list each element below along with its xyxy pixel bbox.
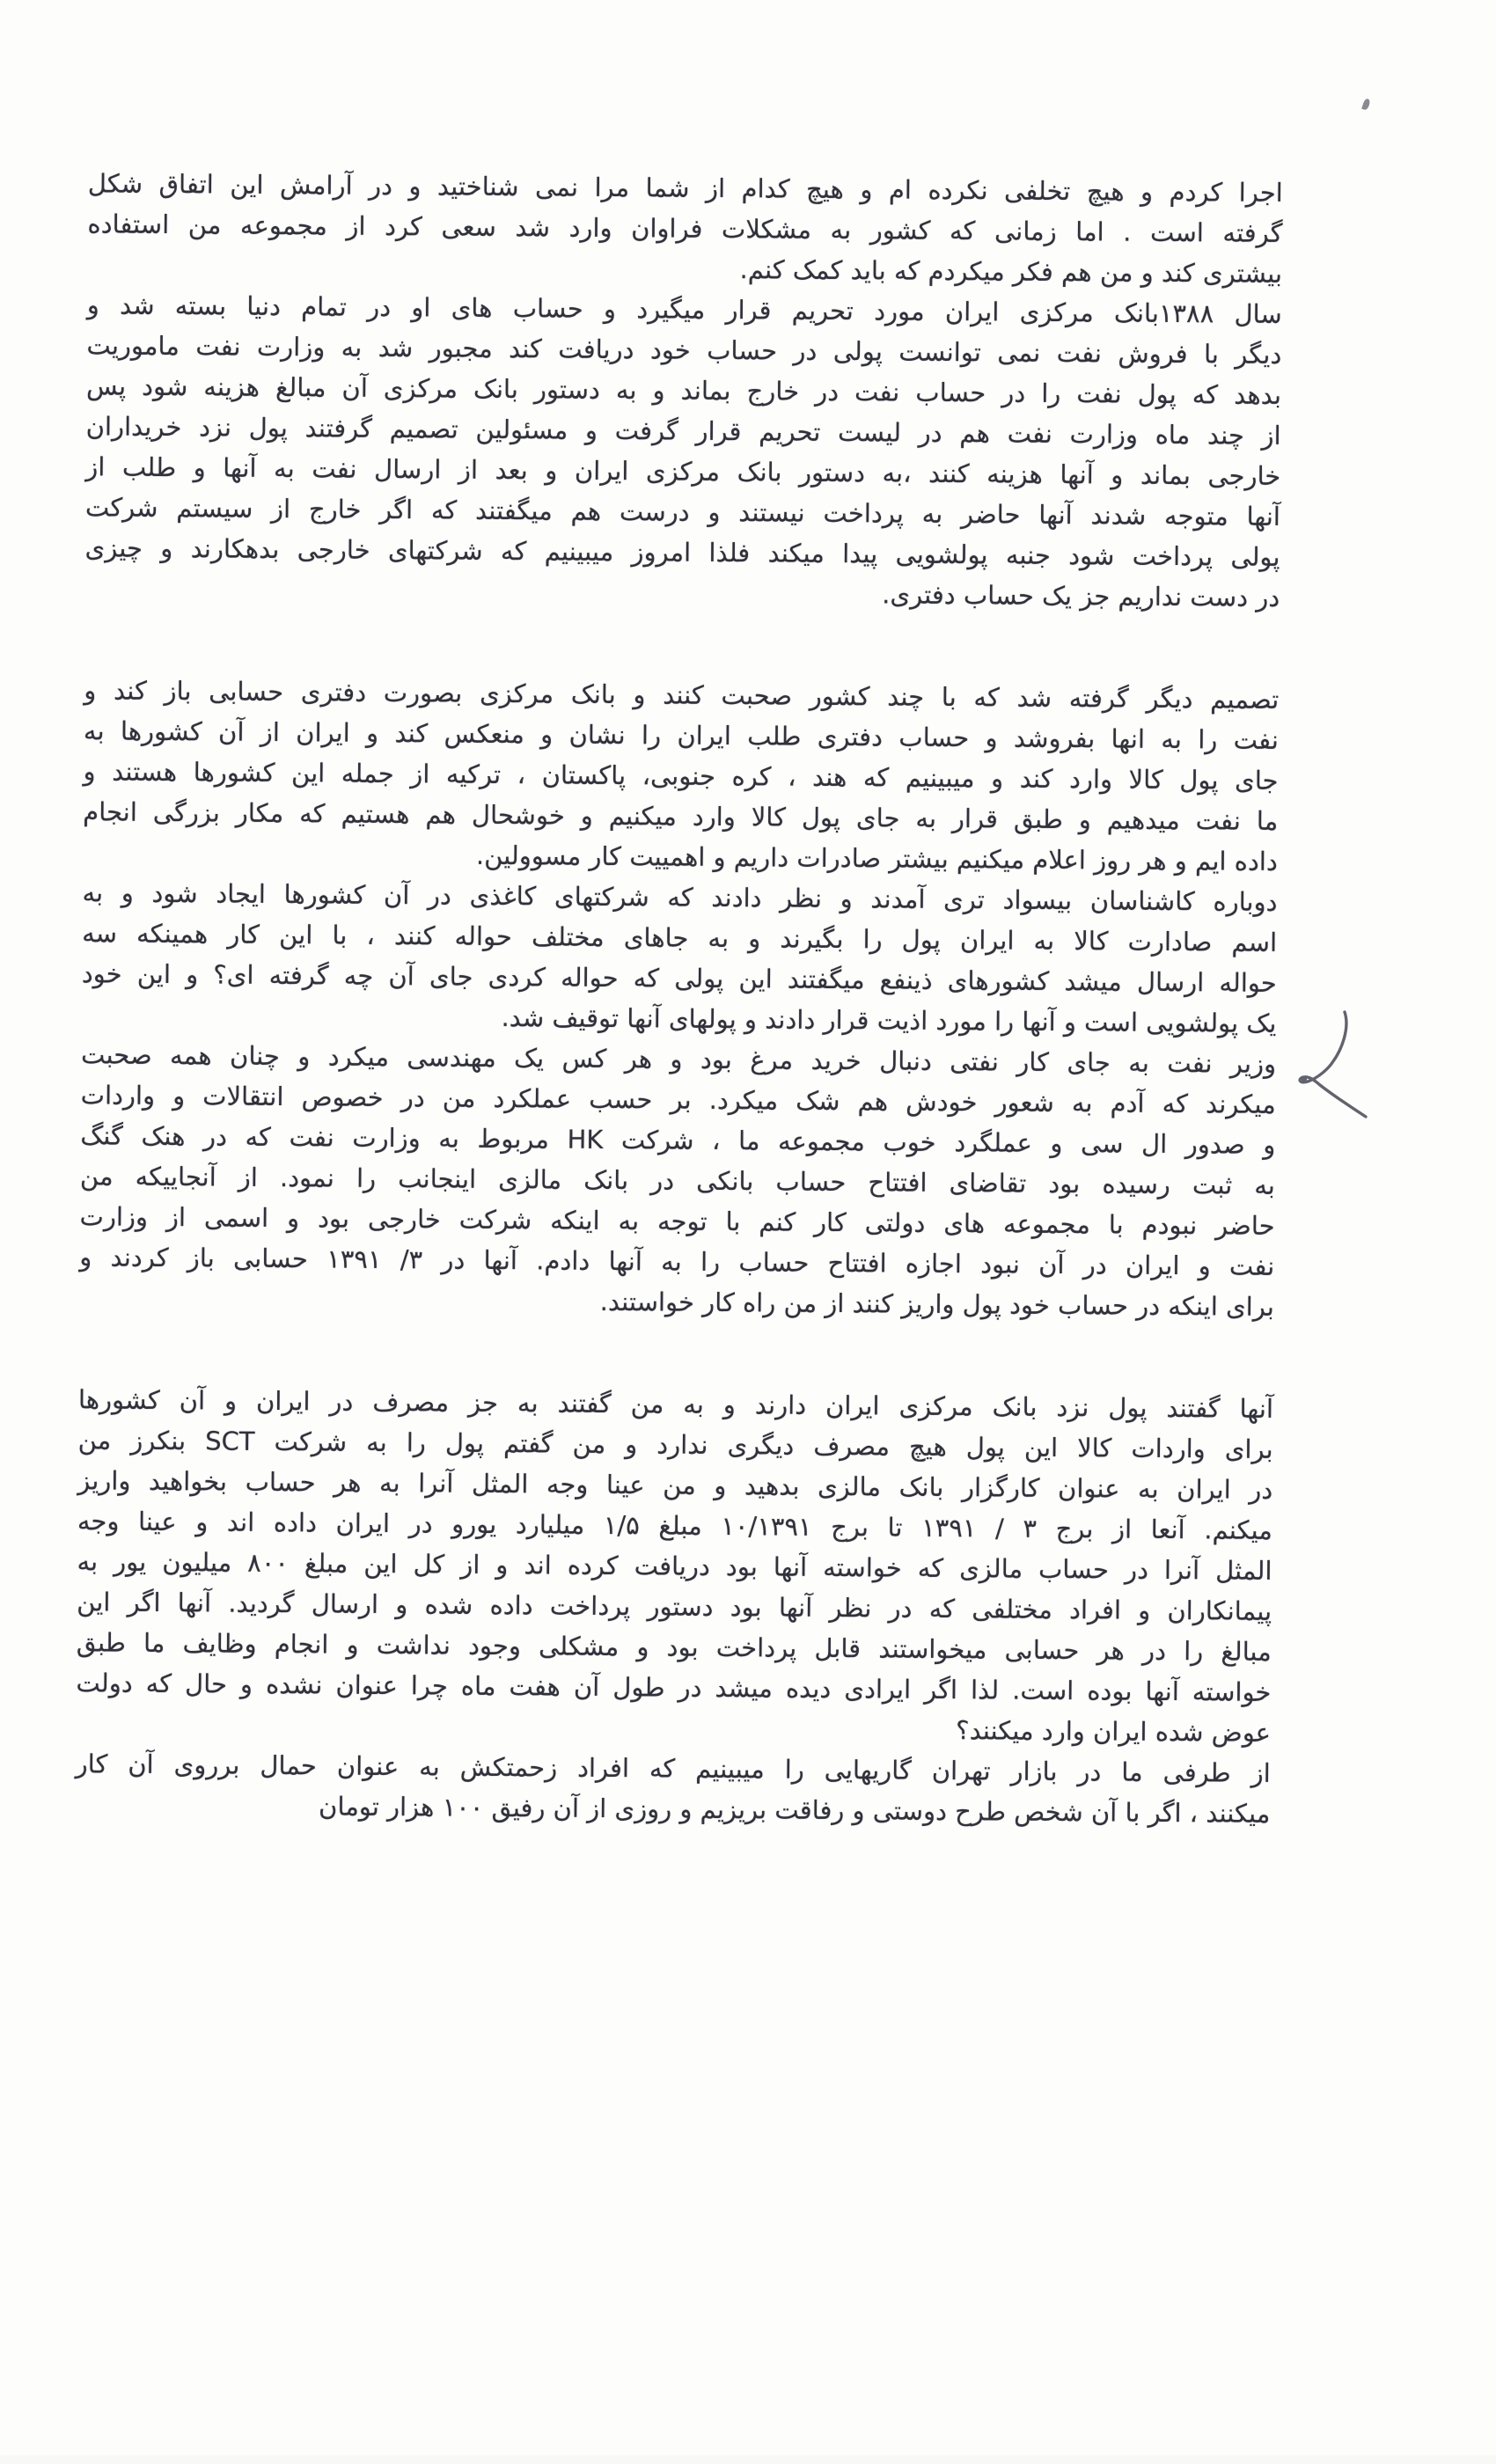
paragraph-block-2 bbox=[79, 670, 1280, 1327]
text-line: از طرفی ما در بازار تهران گاریهایی را میبینیم که افراد زحمتکش به عنوان حمال برروی آن کار bbox=[75, 1749, 1271, 1788]
text-line: دوباره کاشناسان بیسواد تری آمدند و نظر دادند که شرکتهای کاغذی در آن کشورها ایجاد شود و به bbox=[82, 877, 1278, 917]
text-line: اسم صادارت کالا به ایران پول را بگیرند و به جاهای مختلف حواله کنند ، با این کار همینکه سه bbox=[82, 918, 1278, 957]
text-line: آنها متوجه شدند آنها حاضر به پرداخت نیستند و درست هم میگفتند که اگر خارج از سیستم شرکت bbox=[84, 492, 1281, 532]
text-line: حاضر نبودم با مجموعه های دولتی کار کنم با توجه به اینکه شرکت خارجی بود و اسمی از وزارت bbox=[79, 1201, 1275, 1241]
text-line: عوض شده ایران وارد میکنند؟ bbox=[956, 1715, 1272, 1748]
text-line: المثل آنرا در حساب مالزی که خواسته آنها بود دریافت کرده اند و از کل این مبلغ ۸۰۰ میلیون یور به bbox=[77, 1546, 1272, 1586]
paragraph-block-3 bbox=[75, 1379, 1273, 1834]
text-line: نفت و ایران در آن نبود اجازه افتتاح حساب را به آنها دادم. آنها در ۳/ ۱۳۹۱ حسابی باز کردند و bbox=[79, 1242, 1275, 1281]
text-line: دیگر با فروش نفت نمی توانست پولی در حساب خود دریافت کند مجبور شد به وزارت نفت ماموریت bbox=[86, 330, 1282, 370]
text-line: میکنم. آنعا از برج ۳ / ۱۳۹۱ تا برج ۱۰/۱۳۹۱ مبلغ ۱/۵ میلیارد یورو در ایران داده اند و عینا وجه bbox=[77, 1506, 1273, 1545]
ink-speck bbox=[1361, 98, 1371, 111]
text-line: برای واردات کالا این پول هیچ مصرف دیگری ندارد و من گفتم پول را به شرکت SCT بنکرز من bbox=[77, 1425, 1273, 1464]
text-line: تصمیم دیگر گرفته شد که با چند کشور صحبت کنند و بانک مرکزی بصورت دفتری حسابی باز کند و bbox=[84, 675, 1280, 715]
text-line: ما نفت میدهیم و طبق قرار به جای پول کالا وارد میکنیم و خوشحال هم هستیم که مکار بزرگی انجام bbox=[83, 796, 1279, 836]
text-line: داده ایم و هر روز اعلام میکنیم بیشتر صادرات داریم و اهمییت کار مسوولین. bbox=[475, 840, 1278, 876]
text-line: نفت را به انها بفروشد و حساب دفتری طلب ایران را نشان و منعکس کند و ایران از آن کشورها به bbox=[83, 715, 1280, 755]
text-line: آنها گفتند پول نزد بانک مرکزی ایران دارند و به من گفتند به جز مصرف در ایران و آن کشورها bbox=[77, 1384, 1274, 1424]
handwritten-checkmark bbox=[1292, 1005, 1376, 1133]
text-line: میکرند که آدم به شعور خودش هم شک میکرد. بر حسب عملکرد من در خصوص انتقالات و واردات bbox=[80, 1080, 1276, 1119]
text-line: برای اینکه در حساب خود پول واریز کنند از من راه کار خواستند. bbox=[599, 1286, 1275, 1322]
text-line: در ایران به عنوان کارگزار بانک مالزی بدهید و من عینا وجه المثل آنرا به هر حساب بخواهید واریز bbox=[77, 1465, 1273, 1505]
text-line: مبالغ را در هر حسابی میخواستند قابل پرداخت بود و مشکلی وجود نداشت و انجام وظایف ما طبق bbox=[76, 1627, 1272, 1667]
text-line: بدهد که پول نفت را در حساب نفت در خارج بماند و به دستور بانک مرکزی آن مبالغ هزینه شود پس bbox=[85, 370, 1282, 410]
text-line: حواله ارسال میشد کشورهای ذینفع میگفتند این پولی که حواله کردی جای آن چه گرفته ای؟ و این خود bbox=[81, 958, 1277, 998]
text-line: پیمانکاران و افراد مختلفی که در نظر آنها بود دستور پرداخت داده شده و ارسال گردید. آنها اگر این bbox=[77, 1587, 1272, 1626]
text-line: پولی پرداخت شود جنبه پولشویی پیدا میکند فلذا امروز میبینیم که شرکتهای خارجی بدهکارند و چیزی bbox=[84, 532, 1280, 572]
text-line: جای پول کالا وارد کند و میبینیم که هند ، کره جنوبی، پاکستان ، ترکیه از جمله این کشورها هستند و bbox=[83, 756, 1279, 796]
letter-body bbox=[75, 163, 1283, 1834]
text-line: بیشتری کند و من هم فکر میکردم که باید کمک کنم. bbox=[739, 254, 1283, 289]
text-line: وزیر نفت به جای کار نفتی دنبال خرید مرغ بود و هر کس یک مهندسی میکرد و چنان همه صحبت bbox=[80, 1039, 1277, 1079]
text-line: میکنند ، اگر با آن شخص طرح دوستی و رفاقت بریزیم و روزی از آن رفیق ۱۰۰ هزار تومان bbox=[319, 1791, 1271, 1829]
text-line: خارجی بماند و آنها هزینه کنند ،به دستور بانک مرکزی ایران و بعد از ارسال نفت به آنها و طلب از bbox=[85, 451, 1281, 491]
paragraph-block-1 bbox=[84, 163, 1283, 618]
text-line: به ثبت رسیده بود تقاضای افتتاح حساب بانکی در بانک مالزی اینجانب را نمود. از آنجاییکه من bbox=[79, 1161, 1276, 1200]
text-line: از چند ماه وزارت نفت هم در لیست تحریم قرار گرفت و مسئولین تصمیم گرفتند پول نزد خریداران bbox=[85, 411, 1281, 451]
text-line: خواسته آنها بوده است. لذا اگر ایرادی دیده میشد در طول آن هفت ماه چرا عنوان نشده و حال که دولت bbox=[76, 1668, 1272, 1707]
scan-edge-shade bbox=[0, 2455, 1496, 2464]
text-line: در دست نداریم جز یک حساب دفتری. bbox=[882, 579, 1280, 612]
text-line: و صدور ال سی و عملگرد خوب مجموعه ما ، شرکت HK مربوط به وزارت نفت که در هنک گنگ bbox=[80, 1120, 1276, 1160]
text-line: سال ۱۳۸۸بانک مرکزی ایران مورد تحریم قرار میگیرد و حساب های او در تمام دنیا بسته شد و bbox=[86, 290, 1282, 329]
text-line: اجرا کردم و هیچ تخلفی نکرده ام و هیچ کدام از شما مرا نمی شناختید و در آرامش این اتفاق شکل bbox=[87, 168, 1283, 208]
text-line: گرفته است . اما زمانی که کشور به مشکلات فراوان وارد شد سعی کرد از مجموعه من استفاده bbox=[87, 209, 1283, 248]
text-line: یک پولشویی است و آنها را مورد اذیت قرار دادند و پولهای آنها توقیف شد. bbox=[501, 1002, 1277, 1038]
